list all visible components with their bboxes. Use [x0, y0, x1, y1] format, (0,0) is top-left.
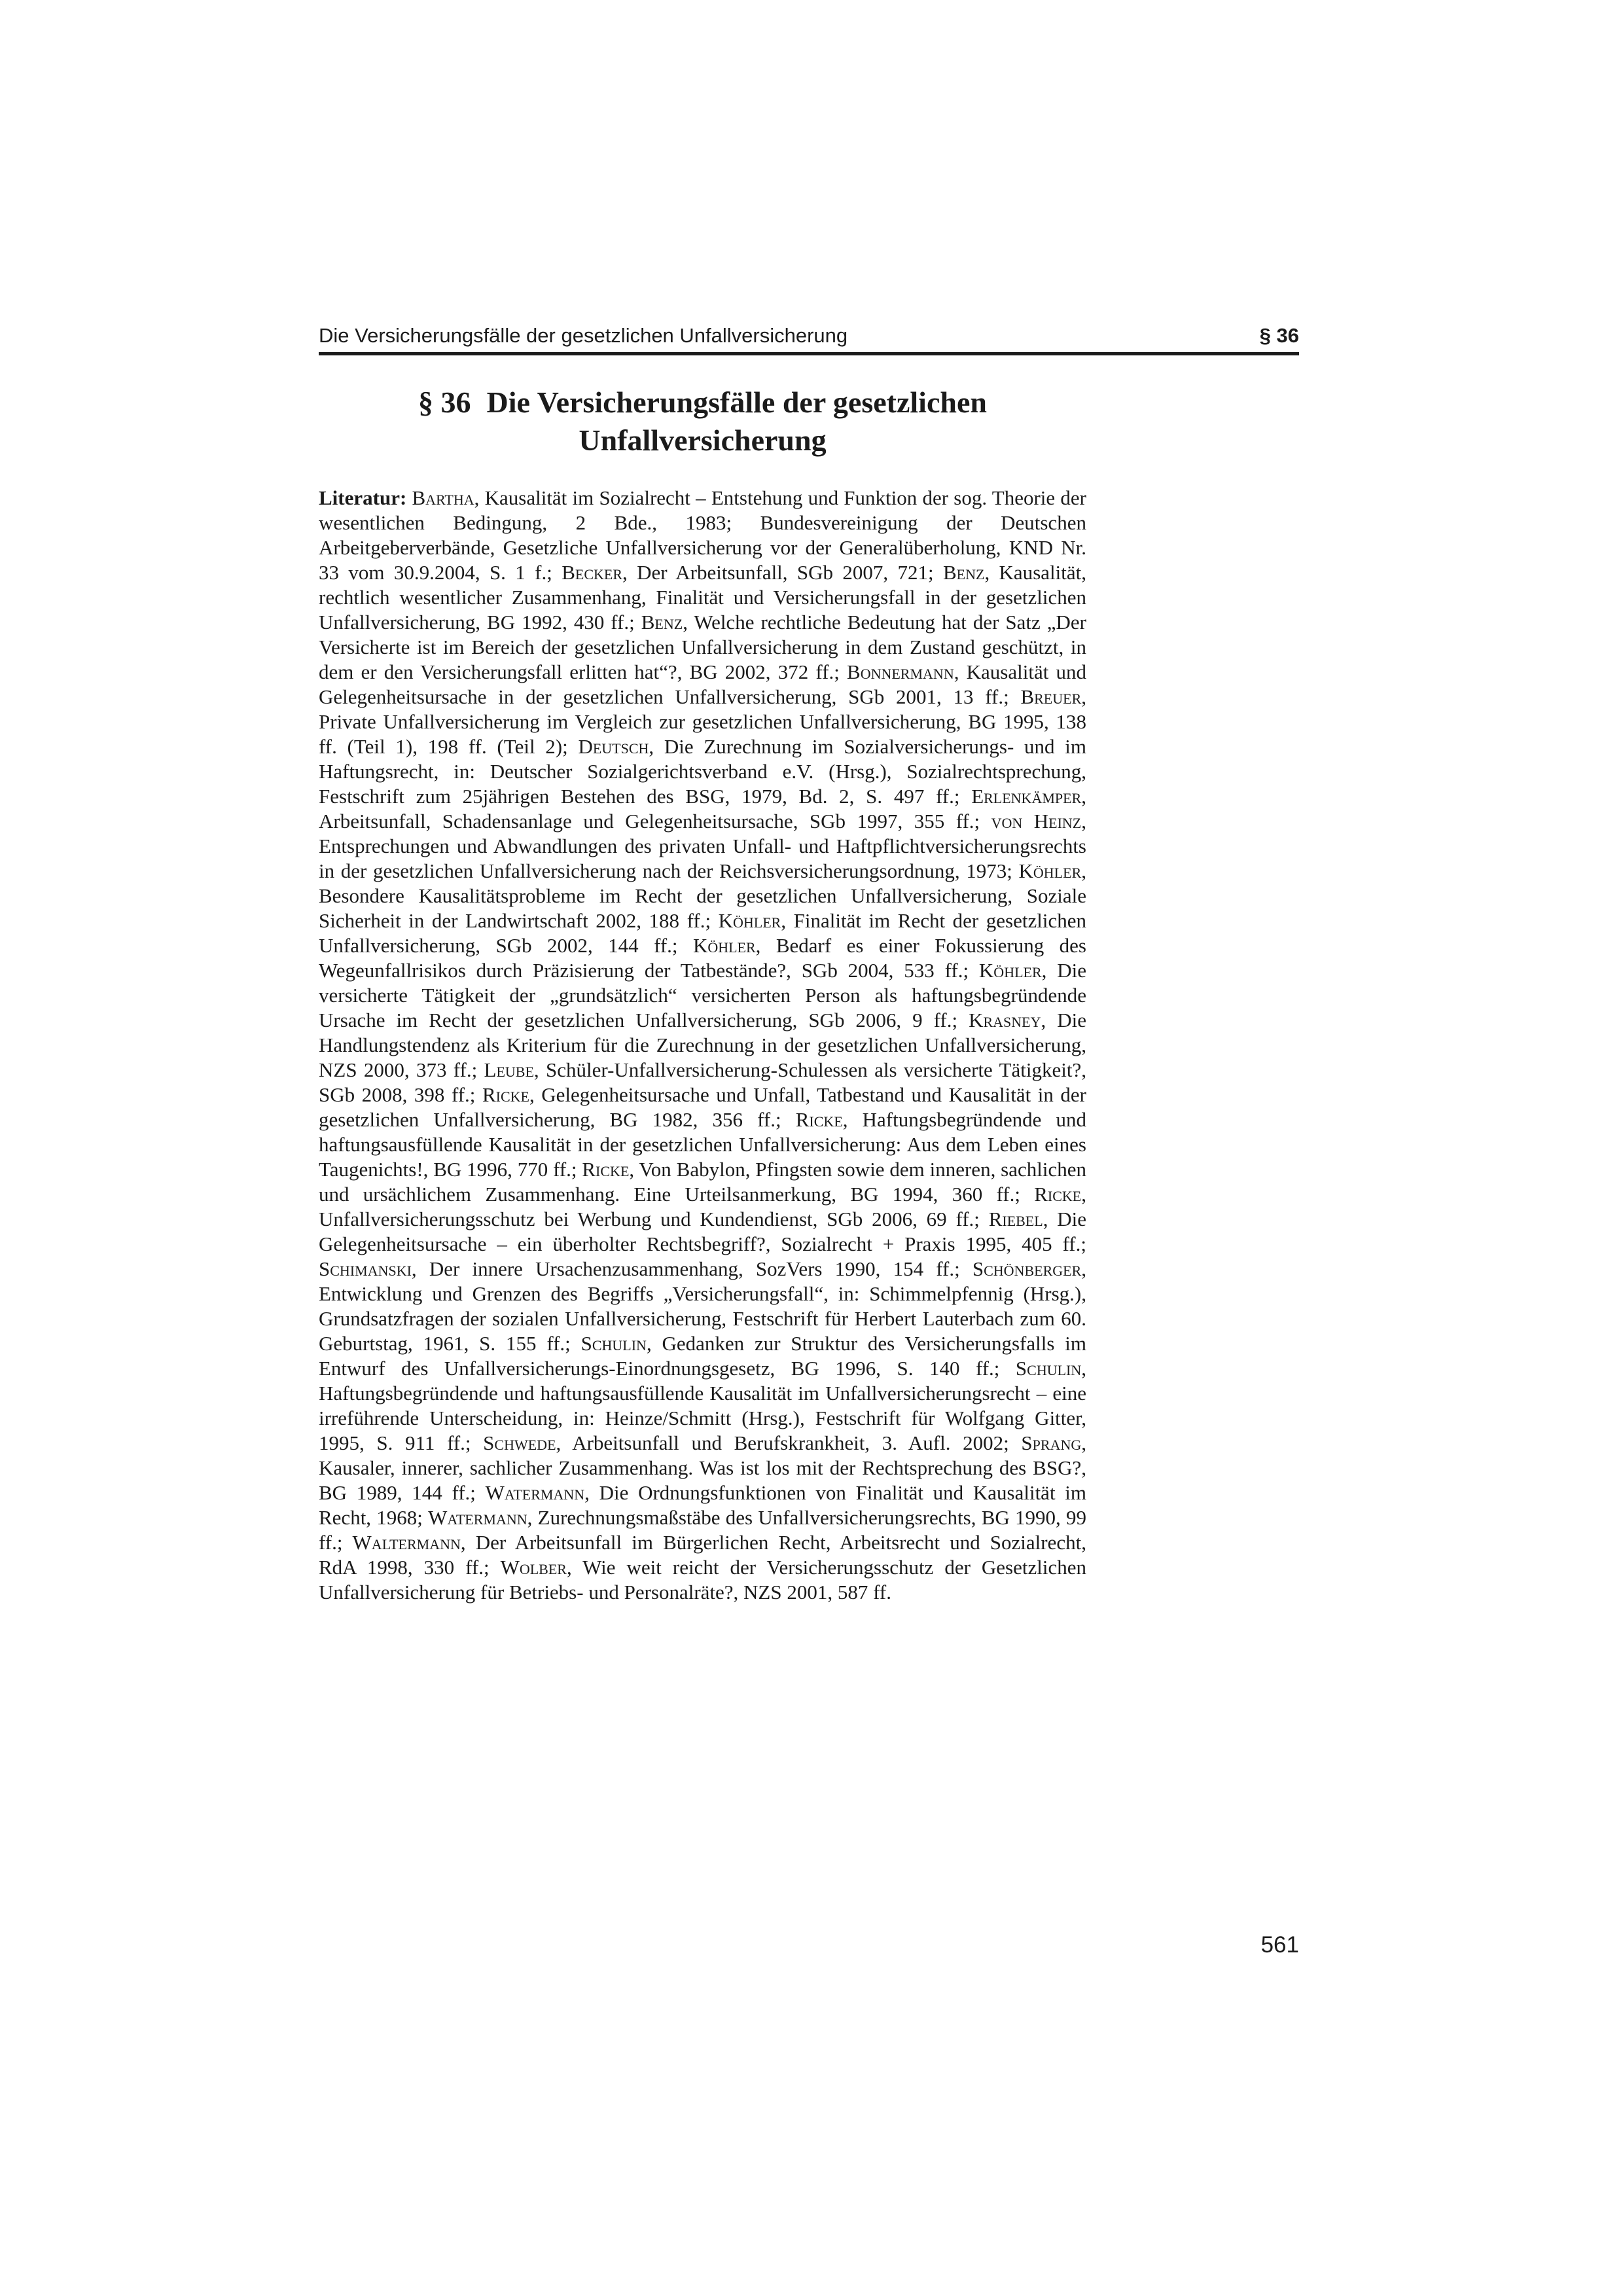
literature-paragraph — [319, 486, 1086, 1605]
chapter-title-line-1 — [319, 384, 1086, 422]
running-header-paragraph-number: § 36 — [1259, 324, 1299, 347]
header-rule — [319, 352, 1299, 355]
chapter-paragraph-number: § 36 — [418, 386, 471, 419]
running-header — [319, 323, 1299, 348]
running-header-title: Die Versicherungsfälle der gesetzlichen Unfallversicherung — [319, 324, 848, 347]
literature-label: Literatur: — [319, 486, 407, 509]
chapter-title-text: Die Versicherungsfälle der gesetzlichen — [486, 386, 987, 419]
chapter-title-line-2: Unfallversicherung — [579, 423, 827, 457]
chapter-title — [319, 384, 1086, 459]
page-number: 561 — [1260, 1932, 1299, 1958]
literature-text: Bartha, Kausalität im Sozialrecht – Entstehung und Funktion der sog. Theorie der wesentlichen Bedingung, 2 Bde., 1983; Bundesvereinigung der Deutschen Arbeitgeberverbände, Gesetzliche Unfallversicherung vor der Generalüberholung, KND Nr. 33 vom 30.9.2004, S. 1 f.; Becker, Der Arbeitsunfall, SGb 2007, 721; Benz, Kausalität, rechtlich wesentlicher Zusammenhang, Finalität und Versicherungsfall in der gesetzlichen Unfallversicherung, BG 1992, 430 ff.; Benz, Welche rechtliche Bedeutung hat der Satz „Der Versicherte ist im Bereich der gesetzlichen Unfallversicherung in dem Zustand geschützt, in dem er den Versicherungsfall erlitten hat“?, BG 2002, 372 ff.; Bonnermann, Kausalität und Gelegenheitsursache in der gesetzlichen Unfallversicherung, SGb 2001, 13 ff.; Breuer, Private Unfallversicherung im Vergleich zur gesetzlichen Unfallversicherung, BG 1995, 138 ff. (Teil 1), 198 ff. (Teil 2); Deutsch, Die Zurechnung im Sozialversicherungs- und im Haftungsrecht, in: Deutscher Sozialgerichtsverband e.V. (Hrsg.), Sozialrechtsprechung, Festschrift zum 25jährigen Bestehen des BSG, 1979, Bd. 2, S. 497 ff.; Erlenkämper, Arbeitsunfall, Schadensanlage und Gelegenheitsursache, SGb 1997, 355 ff.; von Heinz, Entsprechungen und Abwandlungen des privaten Unfall- und Haftpflichtversicherungsrechts in der gesetzlichen Unfallversicherung nach der Reichsversicherungsordnung, 1973; Köhler, Besondere Kausalitätsprobleme im Recht der gesetzlichen Unfallversicherung, Soziale Sicherheit in der Landwirtschaft 2002, 188 ff.; Köhler, Finalität im Recht der gesetzlichen Unfallversicherung, SGb 2002, 144 ff.; Köhler, Bedarf es einer Fokussierung des Wegeunfallrisikos durch Präzisierung der Tatbestände?, SGb 2004, 533 ff.; Köhler, Die versicherte Tätigkeit der „grundsätzlich“ versicherten Person als haftungsbegründende Ursache im Recht der gesetzlichen Unfallversicherung, SGb 2006, 9 ff.; Krasney, Die Handlungstendenz als Kriterium für die Zurechnung in der gesetzlichen Unfallversicherung, NZS 2000, 373 ff.; Leube, Schüler-Unfallversicherung-Schulessen als versicherte Tätigkeit?, SGb 2008, 398 ff.; Ricke, Gelegenheitsursache und Unfall, Tatbestand und Kausalität in der gesetzlichen Unfallversicherung, BG 1982, 356 ff.; Ricke, Haftungsbegründende und haftungsausfüllende Kausalität in der gesetzlichen Unfallversicherung: Aus dem Leben eines Taugenichts!, BG 1996, 770 ff.; Ricke, Von Babylon, Pfingsten sowie dem inneren, sachlichen und ursächlichem Zusammenhang. Eine Urteilsanmerkung, BG 1994, 360 ff.; Ricke, Unfallversicherungsschutz bei Werbung und Kundendienst, SGb 2006, 69 ff.; Riebel, Die Gelegenheitsursache – ein überholter Rechtsbegriff?, Sozialrecht + Praxis 1995, 405 ff.; Schimanski, Der innere Ursachenzusammenhang, SozVers 1990, 154 ff.; Schönberger, Entwicklung und Grenzen des Begriffs „Versicherungsfall“, in: Schimmelpfennig (Hrsg.), Grundsatzfragen der sozialen Unfallversicherung, Festschrift für Herbert Lauterbach zum 60. Geburtstag, 1961, S. 155 ff.; Schulin, Gedanken zur Struktur des Versicherungsfalls im Entwurf des Unfallversicherungs-Einordnungsgesetz, BG 1996, S. 140 ff.; Schulin, Haftungsbegründende und haftungsausfüllende Kausalität im Unfallversicherungsrecht – eine irreführende Unterscheidung, in: Heinze/Schmitt (Hrsg.), Festschrift für Wolfgang Gitter, 1995, S. 911 ff.; Schwede, Arbeitsunfall und Berufskrankheit, 3. Aufl. 2002; Sprang, Kausaler, innerer, sachlicher Zusammenhang. Was ist los mit der Rechtsprechung des BSG?, BG 1989, 144 ff.; Watermann, Die Ordnungsfunktionen von Finalität und Kausalität im Recht, 1968; Watermann, Zurechnungsmaßstäbe des Unfallversicherungsrechts, BG 1990, 99 ff.; Waltermann, Der Arbeitsunfall im Bürgerlichen Recht, Arbeitsrecht und Sozialrecht, RdA 1998, 330 ff.; Wolber, Wie weit reicht der Versicherungsschutz der Gesetzlichen Unfallversicherung für Betriebs- und Personalräte?, NZS 2001, 587 ff. — [319, 486, 1087, 1604]
